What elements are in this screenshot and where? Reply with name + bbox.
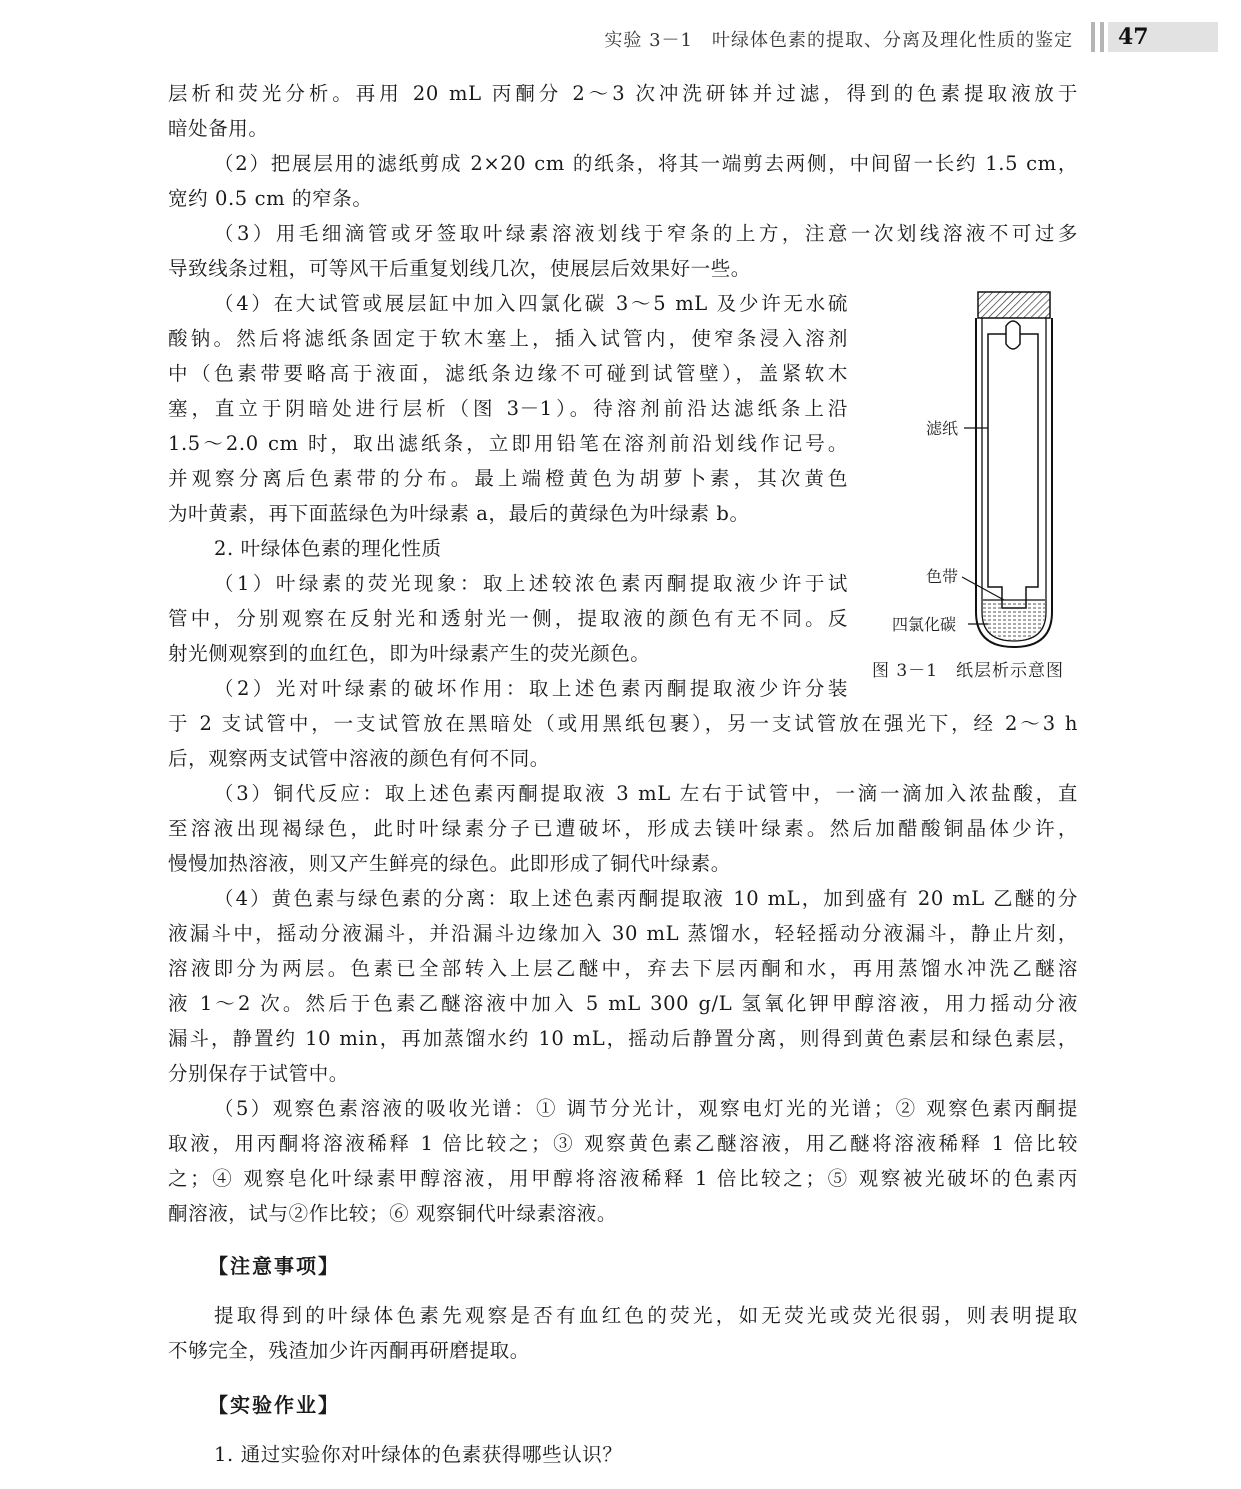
- paragraph-continuation: [168, 76, 1078, 146]
- ccl4-solvent: [983, 600, 1045, 640]
- paragraph-notes: [168, 1298, 1078, 1368]
- text-line: （2）光对叶绿素的破坏作用：取上述色素丙酮提取液少许分装: [214, 677, 848, 700]
- text-line: 漏斗，静置约 10 min，再加蒸馏水约 10 mL，摇动后静置分离，则得到黄色素层和绿色素层，: [168, 1027, 1078, 1050]
- text-line: 溶液即分为两层。色素已全部转入上层乙醚中，弃去下层丙酮和水，再用蒸馏水冲洗乙醚溶: [168, 957, 1078, 980]
- text-line: （3）铜代反应：取上述色素丙酮提取液 3 mL 左右于试管中，一滴一滴加入浓盐酸，直: [214, 782, 1078, 805]
- homework-item: [168, 1437, 1078, 1472]
- running-head: [0, 20, 1241, 60]
- label-filter-paper: 滤纸: [926, 419, 959, 438]
- label-ccl4: 四氯化碳: [892, 615, 957, 634]
- paragraph-step-2: [168, 146, 1078, 216]
- text-line: 慢慢加热溶液，则又产生鲜亮的绿色。此即形成了铜代叶绿素。: [168, 852, 731, 875]
- filter-paper-strip: [988, 321, 1038, 608]
- text-line: 不够完全，残渣加少许丙酮再研磨提取。: [168, 1339, 530, 1362]
- figure-caption: 图 3－1 纸层析示意图: [872, 661, 1065, 681]
- text-line: （3）用毛细滴管或牙签取叶绿素溶液划线于窄条的上方，注意一次划线溶液不可过多: [214, 222, 1078, 245]
- cork-stopper: [978, 292, 1050, 318]
- paragraph-copper-reaction: [168, 776, 1078, 881]
- text-line: 液 1～2 次。然后于色素乙醚溶液中加入 5 mL 300 g/L 氢氧化钾甲醇溶液，用力摇动分液: [168, 992, 1078, 1015]
- header-divider-bar: [1091, 22, 1095, 52]
- homework-heading: 【实验作业】: [208, 1393, 340, 1417]
- text-line: 1. 通过实验你对叶绿体的色素获得哪些认识？: [214, 1443, 623, 1466]
- text-line: （2）把展层用的滤纸剪成 2×20 cm 的纸条，将其一端剪去两侧，中间留一长约 1.5 cm，: [214, 152, 1078, 175]
- paragraph-fluorescence: [168, 566, 848, 671]
- paragraph-step-4: [168, 286, 848, 531]
- section-title: [168, 531, 848, 566]
- text-line: 为叶黄素，再下面蓝绿色为叶绿素 a，最后的黄绿色为叶绿素 b。: [168, 502, 750, 525]
- text-line: 1.5～2.0 cm 时，取出滤纸条，立即用铅笔在溶剂前沿划线作记号。: [168, 432, 848, 455]
- text-line: 分别保存于试管中。: [168, 1062, 349, 1085]
- text-line: 管中，分别观察在反射光和透射光一侧，提取液的颜色有无不同。反: [168, 607, 848, 630]
- paragraph-light-damage: [168, 706, 1078, 776]
- header-divider-bar: [1100, 22, 1104, 52]
- text-line: 取液，用丙酮将溶液稀释 1 倍比较之；③ 观察黄色素乙醚溶液，用乙醚将溶液稀释 1 倍比较: [168, 1132, 1078, 1155]
- leader-lines: [962, 428, 1004, 624]
- page-number: 47: [1118, 24, 1149, 50]
- notes-heading: 【注意事项】: [208, 1254, 340, 1278]
- text-line: 射光侧观察到的血红色，即为叶绿素产生的荧光颜色。: [168, 642, 651, 665]
- paragraph-absorption-spectrum: [168, 1091, 1078, 1231]
- text-line: 宽约 0.5 cm 的窄条。: [168, 187, 373, 210]
- label-pigment-band: 色带: [926, 567, 959, 586]
- paragraph-step-3: [168, 216, 1078, 286]
- section-title-text: 2. 叶绿体色素的理化性质: [214, 537, 442, 560]
- text-line: 暗处备用。: [168, 117, 269, 140]
- running-title: 实验 3－1 叶绿体色素的提取、分离及理化性质的鉴定: [604, 30, 1073, 51]
- text-line: 提取得到的叶绿体色素先观察是否有血红色的荧光，如无荧光或荧光很弱，则表明提取: [214, 1304, 1078, 1327]
- text-line: 酸钠。然后将滤纸条固定于软木塞上，插入试管内，使窄条浸入溶剂: [168, 327, 848, 350]
- paper-chromatography-diagram: [868, 282, 1088, 682]
- text-line: 液漏斗中，摇动分液漏斗，并沿漏斗边缘加入 30 mL 蒸馏水，轻轻摇动分液漏斗，静止片刻，: [168, 922, 1078, 945]
- text-line: 于 2 支试管中，一支试管放在黑暗处（或用黑纸包裹），另一支试管放在强光下，经 2～3 h: [168, 712, 1078, 735]
- text-line: 导致线条过粗，可等风干后重复划线几次，使展层后效果好一些。: [168, 257, 751, 280]
- text-line: 至溶液出现褐绿色，此时叶绿素分子已遭破坏，形成去镁叶绿素。然后加醋酸铜晶体少许，: [168, 817, 1078, 840]
- text-line: 塞，直立于阴暗处进行层析（图 3－1）。待溶剂前沿达滤纸条上沿: [168, 397, 848, 420]
- text-line: （5）观察色素溶液的吸收光谱：① 调节分光计，观察电灯光的光谱；② 观察色素丙酮提: [214, 1097, 1078, 1120]
- text-line: 中（色素带要略高于液面，滤纸条边缘不可碰到试管壁），盖紧软木: [168, 362, 848, 385]
- paragraph-separation: [168, 881, 1078, 1091]
- text-line: 酮溶液，试与②作比较；⑥ 观察铜代叶绿素溶液。: [168, 1202, 617, 1225]
- text-line: 后，观察两支试管中溶液的颜色有何不同。: [168, 747, 550, 770]
- text-line: （4）黄色素与绿色素的分离：取上述色素丙酮提取液 10 mL，加到盛有 20 mL 乙醚的分: [214, 887, 1078, 910]
- text-line: 并观察分离后色素带的分布。最上端橙黄色为胡萝卜素，其次黄色: [168, 467, 848, 490]
- text-line: （4）在大试管或展层缸中加入四氯化碳 3～5 mL 及少许无水硫: [214, 292, 848, 315]
- text-line: 之；④ 观察皂化叶绿素甲醇溶液，用甲醇将溶液稀释 1 倍比较之；⑤ 观察被光破坏的色素丙: [168, 1167, 1078, 1190]
- text-line: （1）叶绿素的荧光现象：取上述较浓色素丙酮提取液少许于试: [214, 572, 848, 595]
- paragraph-light-damage-first-line: [168, 671, 848, 706]
- text-line: 层析和荧光分析。再用 20 mL 丙酮分 2～3 次冲洗研钵并过滤，得到的色素提取液放于: [168, 82, 1078, 105]
